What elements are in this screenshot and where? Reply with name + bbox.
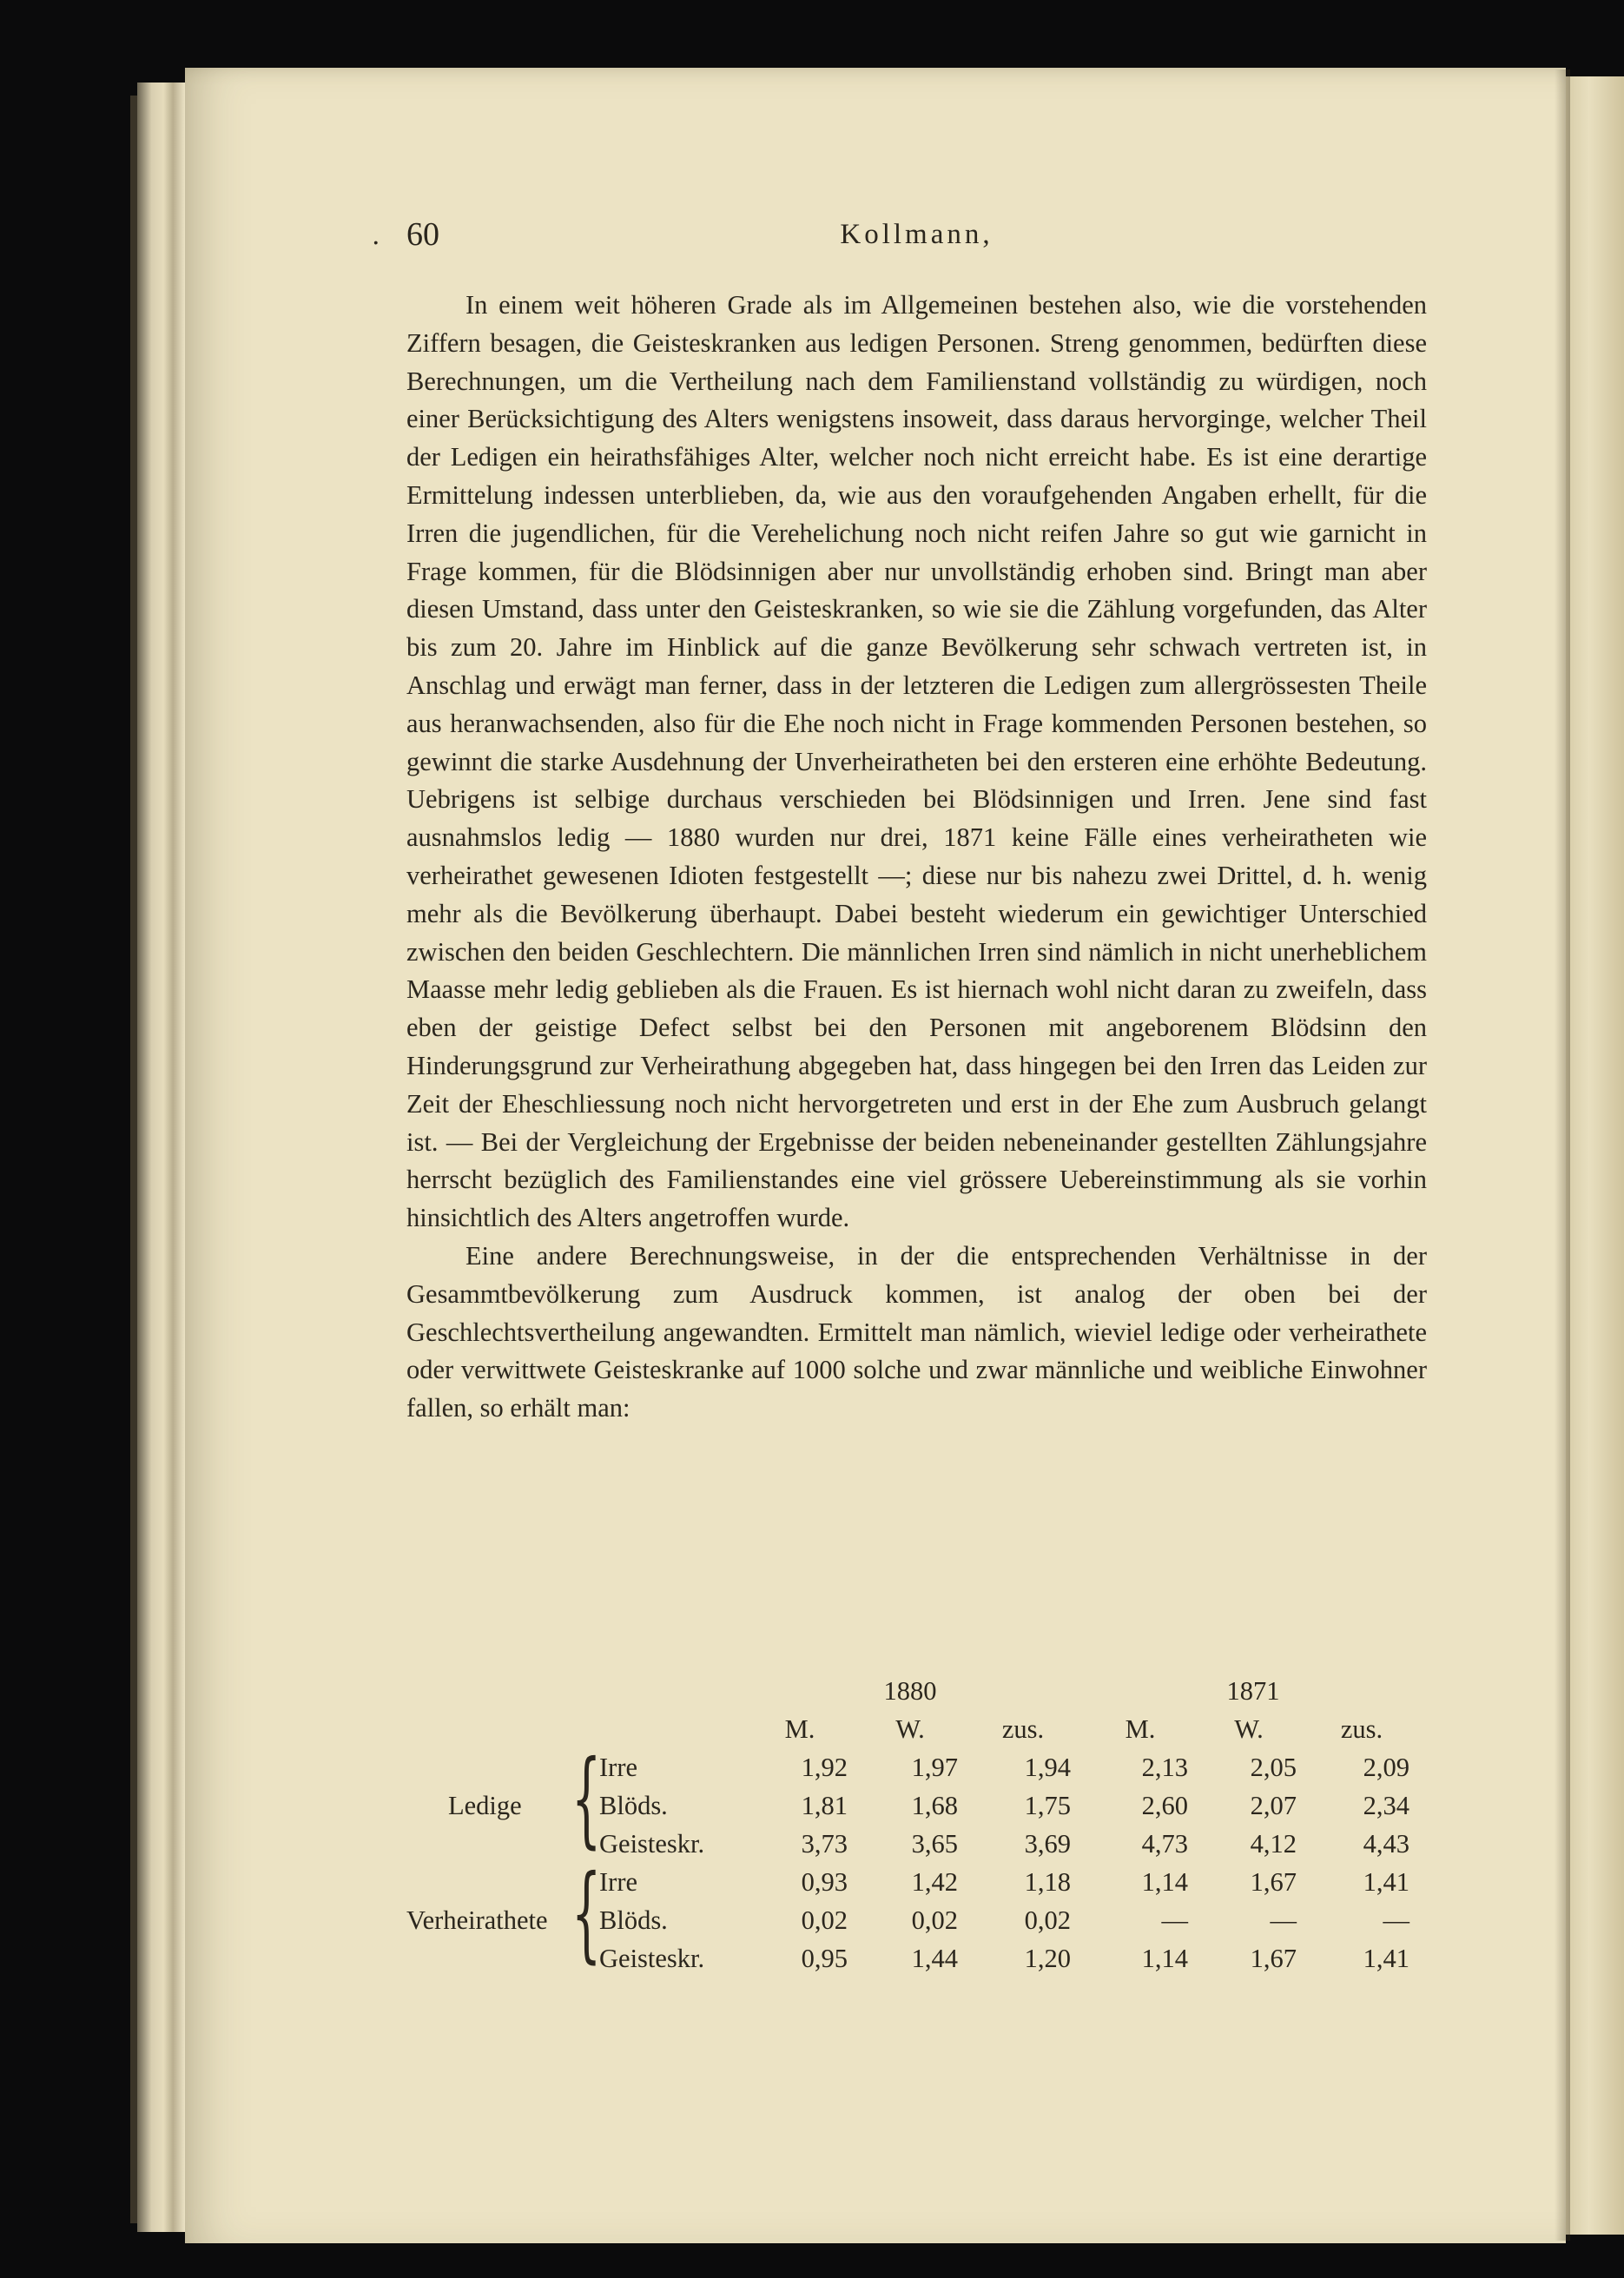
row-label: Geisteskr. [599,1829,705,1859]
row-label: Irre [599,1867,638,1897]
group-label: Ledige [448,1791,522,1820]
row-label: Irre [599,1753,638,1782]
table-cell: 1,97 [911,1753,958,1782]
paragraph: In einem weit höheren Grade als im Allgemeinen bestehen also, wie die vorstehenden Ziffern besagen, die Geisteskranken aus ledigen Personen. Streng genommen, bedürften diese Berechnungen, um die Vertheilung nach dem Familienstand vollständig zu würdigen, noch einer Berücksichtigung des Alters wenigstens insoweit, dass daraus hervorginge, welcher Theil der Ledigen ein heirathsfähiges Alter, welcher noch nicht erreicht habe. Es ist eine derartige Ermittelung indessen unterblieben, da, wie aus den voraufgehenden Angaben erhellt, für die Irren die jugendlichen, für die Verehelichung noch nicht reifen Jahre so gut wie garnicht in Frage kommen, für die Blödsinnigen aber nur unvollständig erhoben sind. Bringt man aber diesen Umstand, dass unter den Geisteskranken, so wie sie die Zählung vorgefunden, das Alter bis zum 20. Jahre im Hinblick auf die ganze Bevölkerung sehr schwach vertreten ist, in Anschlag und erwägt man ferner, dass in der letzteren die Ledigen zum allergrössesten Theile aus heranwachsenden, also für die Ehe noch nicht in Frage kommenden Personen bestehen, so gewinnt die starke Ausdehnung der Unverheiratheten bei den ersteren eine erhöhte Bedeutung. Uebrigens ist selbige durchaus verschieden bei Blödsinnigen und Irren. Jene sind fast ausnahmslos ledig — 1880 wurden nur drei, 1871 keine Fälle eines verheiratheten wie verheirathet gewesenen Idioten festgestellt —; diese nur bis nahezu zwei Drittel, d. h. wenig mehr als die Bevölkerung überhaupt. Dabei besteht wiederum ein gewichtiger Unterschied zwischen den beiden Geschlechtern. Die männlichen Irren sind nämlich in nicht unerheblichem Maasse mehr ledig geblieben als die Frauen. Es ist hiernach wohl nicht daran zu zweifeln, dass eben der geistige Defect selbst bei den Personen mit angeborenem Blödsinn den Hinderungsgrund zur Verheirathung abgegeben hat, dass hingegen bei den Irren das Leiden zur Zeit der Eheschliessung noch nicht hervorgetreten und erst in der Ehe zum Ausbruch gelangt ist. — Bei der Vergleichung der Ergebnisse der beiden nebeneinander gestellten Zählungsjahre herrscht bezüglich des Familienstandes eine viel grössere Uebereinstimmung als sie vorhin hinsichtlich des Alters angetroffen wurde. [406,290,1427,1233]
table-cell: 1,20 [1024,1944,1071,1973]
year-header-1871: 1871 [1226,1676,1280,1706]
row-label: Blöds. [599,1791,668,1820]
table-cell: 1,14 [1141,1867,1188,1897]
table-cell: 1,81 [801,1791,848,1820]
group-label: Verheirathete [406,1905,548,1935]
col-header: zus. [1001,1714,1045,1744]
table-cell: — [1270,1905,1297,1935]
page-gutter-shadow [1555,69,1570,2241]
table-cell: 1,92 [801,1753,848,1782]
col-header: zus. [1340,1714,1383,1744]
table-cell: 2,05 [1250,1753,1297,1782]
table-cell: 1,41 [1363,1867,1409,1897]
table-cell: 2,34 [1363,1791,1409,1820]
table-cell: 2,07 [1250,1791,1297,1820]
table-row [406,1829,1427,1867]
table-cell: 3,73 [801,1829,848,1859]
paragraph: Eine andere Berechnungsweise, in der die entsprechenden Verhältnisse in der Gesammtbevölkerung zum Ausdruck kommen, ist analog der oben bei der Geschlechtsvertheilung angewandten. Ermittelt man nämlich, wieviel ledige oder verheirathete oder verwittwete Geisteskranke auf 1000 solche und zwar männliche und weibliche Einwohner fallen, so erhält man: [406,1240,1427,1423]
table-cell: 4,73 [1141,1829,1188,1859]
col-header: W. [895,1714,925,1744]
row-label: Blöds. [599,1905,668,1935]
col-header: M. [784,1714,815,1744]
next-page-edge [1566,76,1624,2235]
table-cell: 4,43 [1363,1829,1409,1859]
table-cell: 1,68 [911,1791,958,1820]
table-year-row [406,1676,1427,1714]
table-cell: 0,95 [801,1944,848,1973]
page-stack-edge [137,83,185,2232]
table-cell: 0,02 [911,1905,958,1935]
col-header: W. [1234,1714,1264,1744]
table-cell: 1,75 [1024,1791,1071,1820]
page-number: 60 [406,216,439,253]
table-row [406,1867,1427,1905]
table-cell: 1,41 [1363,1944,1409,1973]
table-cell: 1,44 [911,1944,958,1973]
table-row [406,1791,1427,1829]
brace-glyph: { [571,1739,602,1859]
table-row [406,1905,1427,1944]
body-text [406,287,1427,1428]
table-cell: 3,69 [1024,1829,1071,1859]
year-header-1880: 1880 [883,1676,937,1706]
margin-dot: . [372,221,380,251]
brace-glyph: { [571,1853,602,1974]
page-header [372,215,1427,267]
table-cell: 1,67 [1250,1944,1297,1973]
table-row [406,1753,1427,1791]
table-cell: 2,60 [1141,1791,1188,1820]
table-cell: — [1383,1905,1409,1935]
table-cell: 3,65 [911,1829,958,1859]
table-cell: 2,13 [1141,1753,1188,1782]
table-cell: 0,93 [801,1867,848,1897]
table-cell: 2,09 [1363,1753,1409,1782]
row-label: Geisteskr. [599,1944,705,1973]
table-cell: 0,02 [1024,1905,1071,1935]
table-cell: 1,67 [1250,1867,1297,1897]
table-cell: 4,12 [1250,1829,1297,1859]
table-cell: 1,94 [1024,1753,1071,1782]
table-column-header-row [406,1714,1427,1753]
table-cell: — [1161,1905,1188,1935]
table-row [406,1944,1427,1982]
col-header: M. [1125,1714,1156,1744]
table-cell: 1,42 [911,1867,958,1897]
running-title: Kollmann, [840,219,994,250]
table-cell: 0,02 [801,1905,848,1935]
table-cell: 1,14 [1141,1944,1188,1973]
table-cell: 1,18 [1024,1867,1071,1897]
